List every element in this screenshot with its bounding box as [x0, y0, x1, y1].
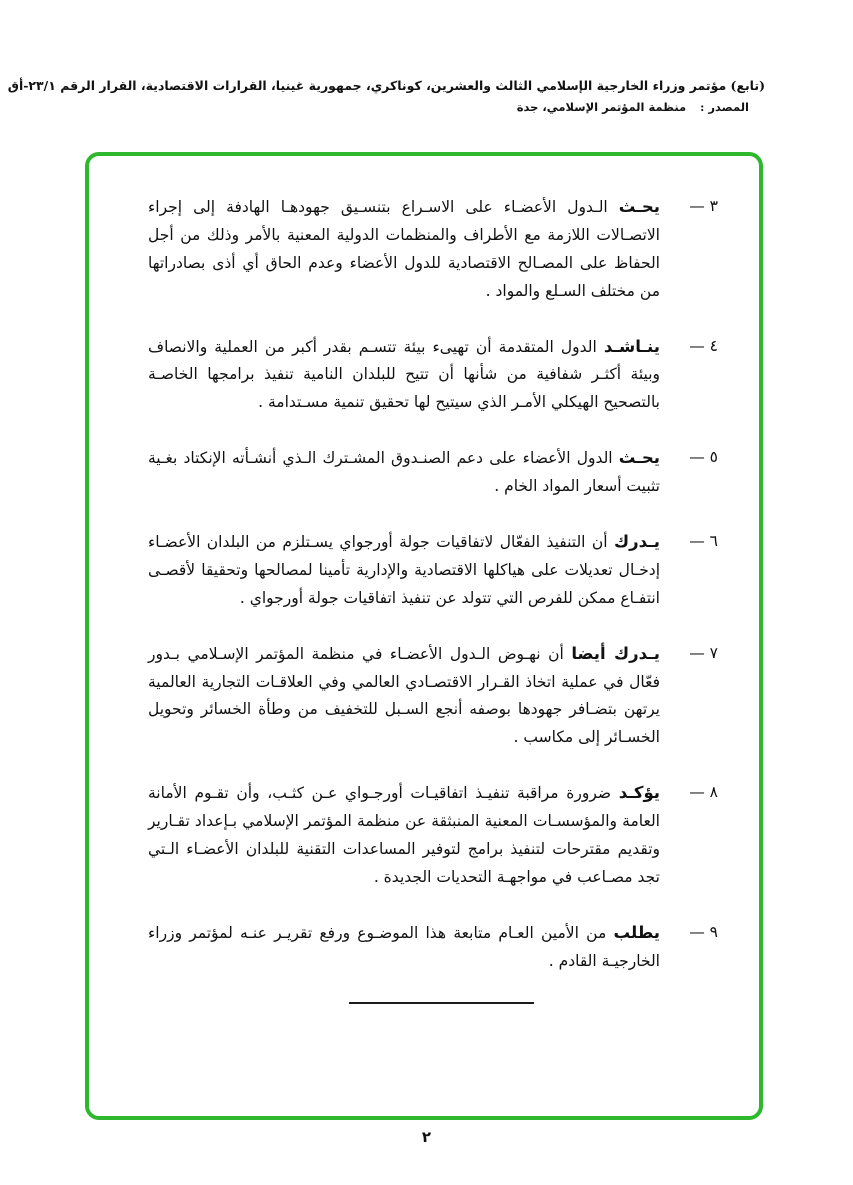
paragraph-lead: يؤكـد [618, 783, 660, 803]
resolution-paragraph [148, 332, 718, 418]
paragraph-text: الدول الأعضاء على دعم الصنـدوق المشـترك الـذي أنشـأته الإنكتاد بغـية تثبيت أسعار المواد الخام . [148, 449, 660, 496]
paragraph-number: ٣ — [689, 197, 718, 215]
resolution-paragraph [148, 192, 718, 306]
paragraph-lead: يحـث [618, 448, 660, 468]
paragraph-body [148, 778, 660, 892]
paragraph-list [148, 192, 718, 1004]
paragraph-text: أن نهـوض الـدول الأعضـاء في منظمة المؤتمر الإسـلامي بـدور فعّال في عملية اتخاذ القـرار الاقتصـادي العالمي وفي العلاقـات التجارية العالمية يرتهن بتضـافر جهودها بوصفه أنجع السـبل للتخفيف من وطأة الخسائر وتحويل الخسـائر إلى مكاسب . [148, 644, 660, 747]
paragraph-number: ٨ — [689, 783, 718, 802]
paragraph-lead: يطلب [613, 922, 660, 942]
paragraph-number: ٩ — [689, 922, 718, 941]
paragraph-text: أن التنفيذ الفعّال لاتفاقيات جولة أورجواي يسـتلزم من البلدان الأعضـاء إدخـال تعديلات على هياكلها الاقتصادية والإدارية تأمينا لمصالحها وتحقيقا لأقصـى انتفـاع ممكن للفرص التي تتولد عن تنفيذ اتفاقيات جولة أورجواي . [148, 533, 660, 607]
paragraph-lead: يحـث [618, 197, 660, 216]
paragraph-number: ٧ — [689, 643, 718, 662]
document-header [7, 78, 765, 114]
header-source [80, 100, 765, 114]
resolution-paragraph [148, 443, 718, 501]
end-of-text-rule [349, 1002, 534, 1004]
paragraph-number: ٤ — [689, 336, 718, 355]
paragraph-number: ٥ — [689, 448, 718, 467]
paragraph-text: من الأمين العـام متابعة هذا الموضـوع ورفع تقريـر عنـه لمؤتمر وزراء الخارجيـة القادم . [148, 923, 660, 970]
page-number: ٢ [421, 1128, 432, 1146]
paragraph-text: الدول المتقدمة أن تهيىء بيئة تتسـم بقدر أكبر من العملية والانصاف وبيئة أكثـر شفافية من شأنها أن تتيح للبلدان النامية تنفيذ برامجها الخاصـة بالتصحيح الهيكلي الأمـر الذي سيتيح لها تحقيق تنمية مسـتدامة . [148, 337, 660, 412]
paragraph-body [148, 332, 660, 418]
paragraph-body [148, 192, 660, 306]
paragraph-body [148, 527, 660, 613]
paragraph-lead: يـدرك أيضا [571, 643, 660, 663]
paragraph-number: ٦ — [689, 532, 718, 551]
resolution-paragraph [148, 918, 718, 976]
header-title: (تابع) مؤتمر وزراء الخارجية الإسلامي الثالث والعشرين، كوناكري، جمهورية غينيا، القرارات الاقتصادية، القرار الرقم ٢٣/١-أق [7, 78, 765, 93]
resolution-paragraph [148, 639, 718, 753]
paragraph-lead: ينـاشـد [603, 336, 660, 356]
paragraph-text: الـدول الأعضـاء على الاسـراع بتنسـيق جهودهـا الهادفة إلى إجراء الاتصـالات اللازمة مع الأطراف والمنظمات الدولية المعنية بالأمر وذلك من أجل الحفاظ على المصـالح الاقتصادية للدول الأعضاء وعدم الحاق أي أذى بصادراتها من مختلف السـلع والمواد . [148, 198, 660, 300]
paragraph-text: ضرورة مراقبة تنفيـذ اتفاقيـات أورجـواي عـن كثـب، وأن تقـوم الأمانة العامة والمؤسسـات المعنية المنبثقة عن منظمة المؤتمر الإسلامي بـإعداد تقـارير وتقديم مقترحات لتنفيذ برامج لتوفير المساعدات التقنية للبلدان الأعضـاء الـتي تجد مصـاعب في مواجهـة التحديات الجديدة . [148, 784, 660, 886]
paragraph-body [148, 639, 660, 753]
paragraph-body [148, 918, 660, 976]
resolution-paragraph [148, 527, 718, 613]
source-value: منظمة المؤتمر الإسلامي، جدة [516, 100, 687, 114]
resolution-paragraph [148, 778, 718, 892]
source-label: المصدر : [700, 100, 749, 114]
paragraph-body [148, 443, 660, 501]
paragraph-lead: يـدرك [614, 532, 660, 552]
